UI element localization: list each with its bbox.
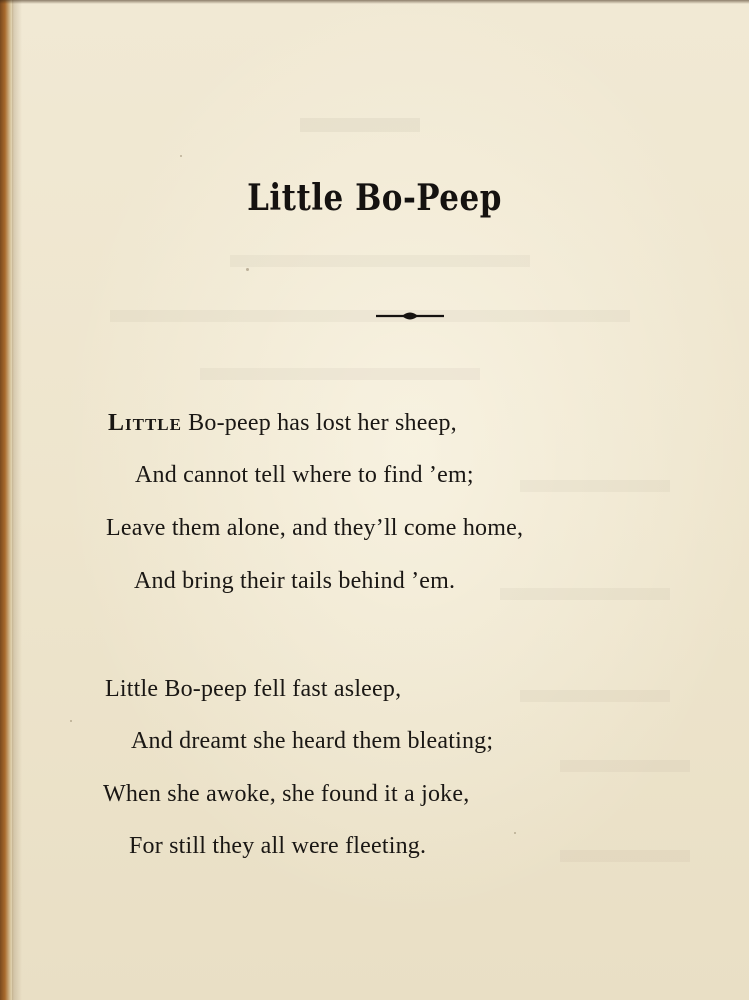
stanza-2-line-2: And dreamt she heard them bleating; [131,728,494,754]
show-through-mark [200,368,480,380]
show-through-mark [110,310,630,322]
line-text: Bo-peep has lost her sheep, [181,410,457,436]
stanza-2-line-3: When she awoke, she found it a joke, [103,781,470,807]
show-through-mark [520,480,670,492]
stanza-2-line-1: Little Bo-peep fell fast asleep, [105,676,402,702]
show-through-mark [520,690,670,702]
title-ornament-divider [376,306,444,326]
show-through-mark [300,118,420,132]
paper-speck [180,155,182,157]
paper-speck [70,720,72,722]
stanza-1-line-4: And bring their tails behind ’em. [134,568,456,594]
stanza-1-line-3: Leave them alone, and they’ll come home, [106,515,524,541]
show-through-mark [500,588,670,600]
page-top-edge [0,0,749,4]
poem-title: Little Bo-Peep [247,176,502,220]
paper-speck [514,832,516,834]
drop-word: Little [108,410,182,436]
show-through-mark [230,255,530,267]
paper-speck [246,268,249,271]
show-through-mark [560,760,690,772]
stanza-1-line-2: And cannot tell where to find ’em; [135,462,474,488]
stanza-2-line-4: For still they all were fleeting. [129,833,427,859]
stanza-1-line-1 [108,410,457,437]
show-through-mark [560,850,690,862]
binding-shadow [12,0,22,1000]
